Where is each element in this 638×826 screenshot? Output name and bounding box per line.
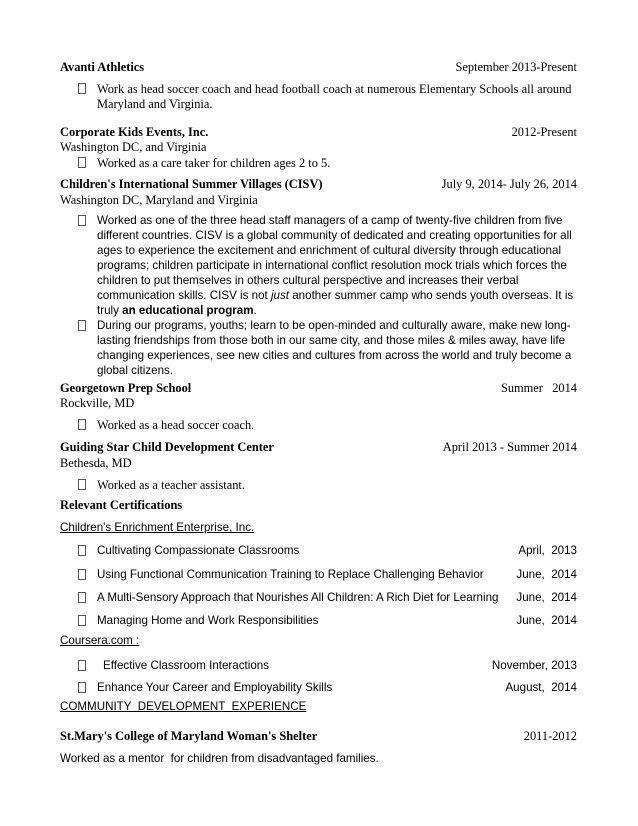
cisv-bullet-line: ages to experience the excitement and enrichment of cultural diversity through educational xyxy=(97,244,562,257)
georgetown-date: Summer 2014 xyxy=(500,381,577,395)
cert-date: November, 2013 xyxy=(491,659,577,672)
cisv-l7-bold: an educational program xyxy=(122,304,254,317)
bullet-icon xyxy=(78,545,86,556)
cert-date: June, 2014 xyxy=(516,591,577,604)
cert-title: Enhance Your Career and Employability Skills xyxy=(97,681,333,694)
community-org: St.Mary's College of Maryland Woman's Shelter xyxy=(60,729,318,743)
avanti-bullet-line: Work as head soccer coach and head football coach at numerous Elementary Schools all around xyxy=(97,82,572,96)
cisv-date: July 9, 2014- July 26, 2014 xyxy=(441,177,577,191)
cisv-org: Children's International Summer Villages (CISV) xyxy=(60,177,323,191)
cisv-bullet2-line: changing experiences, see new cities and cultures from across the world and truly become a xyxy=(97,349,572,362)
cert-title: Effective Classroom Interactions xyxy=(103,659,270,672)
guiding-bullet: Worked as a teacher assistant. xyxy=(97,478,245,492)
cert-date: August, 2014 xyxy=(505,681,577,694)
georgetown-bullet: Worked as a head soccer coach. xyxy=(97,418,255,432)
corporate-bullet: Worked as a care taker for children ages 2 to 5. xyxy=(97,156,331,170)
bullet-icon xyxy=(78,215,86,226)
bullet-icon xyxy=(78,615,86,626)
corporate-date: 2012-Present xyxy=(511,125,577,139)
bullet-icon xyxy=(78,83,86,94)
avanti-org: Avanti Athletics xyxy=(60,60,145,74)
cisv-bullet2-line: global citizens. xyxy=(97,364,174,377)
cisv-bullet-line: programs; children participate in international conflict resolution mock trials which forces the xyxy=(97,259,567,272)
cisv-l6-pre: communication skills. CISV is not xyxy=(97,289,271,302)
community-desc: Worked as a mentor for children from disadvantaged families. xyxy=(60,752,379,765)
bullet-icon xyxy=(78,419,86,430)
cert-date: April, 2013 xyxy=(518,544,577,557)
cisv-bullet-line: Worked as one of the three head staff managers of a camp of twenty-five children from five xyxy=(97,214,563,227)
cisv-l6-em: just xyxy=(270,289,290,302)
community-heading: COMMUNITY DEVELOPMENT EXPERIENCE xyxy=(60,700,307,713)
cert-title: Managing Home and Work Responsibilities xyxy=(97,614,319,627)
cisv-l7-pre: truly xyxy=(97,304,123,317)
corporate-location: Washington DC, and Virginia xyxy=(60,140,207,154)
avanti-bullet-line: Maryland and Virginia. xyxy=(97,97,213,111)
certs-provider-1[interactable]: Children's Enrichment Enterprise, Inc. xyxy=(60,521,255,534)
certs-heading: Relevant Certifications xyxy=(60,498,183,512)
cisv-bullet-line: children to put themselves in others cultural perspective and increases their verbal xyxy=(97,274,519,287)
cert-date: June, 2014 xyxy=(516,614,577,627)
cert-title: A Multi-Sensory Approach that Nourishes All Children: A Rich Diet for Learning xyxy=(97,591,499,604)
cert-date: June, 2014 xyxy=(516,568,577,581)
cert-title: Cultivating Compassionate Classrooms xyxy=(97,544,300,557)
cisv-l6-post: another summer camp who sends youth overseas. It is xyxy=(289,289,574,302)
cisv-bullet-line xyxy=(97,288,573,303)
bullet-icon xyxy=(78,479,86,490)
certs-provider-2[interactable]: Coursera.com : xyxy=(60,634,140,647)
bullet-icon xyxy=(78,320,86,331)
cisv-location: Washington DC, Maryland and Virginia xyxy=(60,193,258,207)
bullet-icon xyxy=(78,660,86,671)
georgetown-location: Rockville, MD xyxy=(60,396,135,410)
guiding-date: April 2013 - Summer 2014 xyxy=(442,440,577,454)
avanti-date: September 2013-Present xyxy=(455,60,577,74)
cisv-l7-post: . xyxy=(253,304,257,317)
bullet-icon xyxy=(78,569,86,580)
bullet-icon xyxy=(78,157,86,168)
guiding-location: Bethesda, MD xyxy=(60,456,132,470)
cisv-bullet2-line: During our programs, youths; learn to be open-minded and culturally aware, make new long- xyxy=(97,319,571,332)
bullet-icon xyxy=(78,592,86,603)
bullet-icon xyxy=(78,682,86,693)
guiding-org: Guiding Star Child Development Center xyxy=(60,440,274,454)
corporate-org: Corporate Kids Events, Inc. xyxy=(60,125,209,139)
cisv-bullet-line xyxy=(97,303,257,318)
cert-title: Using Functional Communication Training to Replace Challenging Behavior xyxy=(97,568,484,581)
cisv-bullet-line: different countries. CISV is a global community of dedicated and creating opportunities for all xyxy=(97,229,572,242)
community-date: 2011-2012 xyxy=(523,729,577,743)
georgetown-org: Georgetown Prep School xyxy=(60,381,192,395)
cisv-bullet2-line: lasting friendships from those both in our same city, and those miles & miles away, have life xyxy=(97,334,566,347)
